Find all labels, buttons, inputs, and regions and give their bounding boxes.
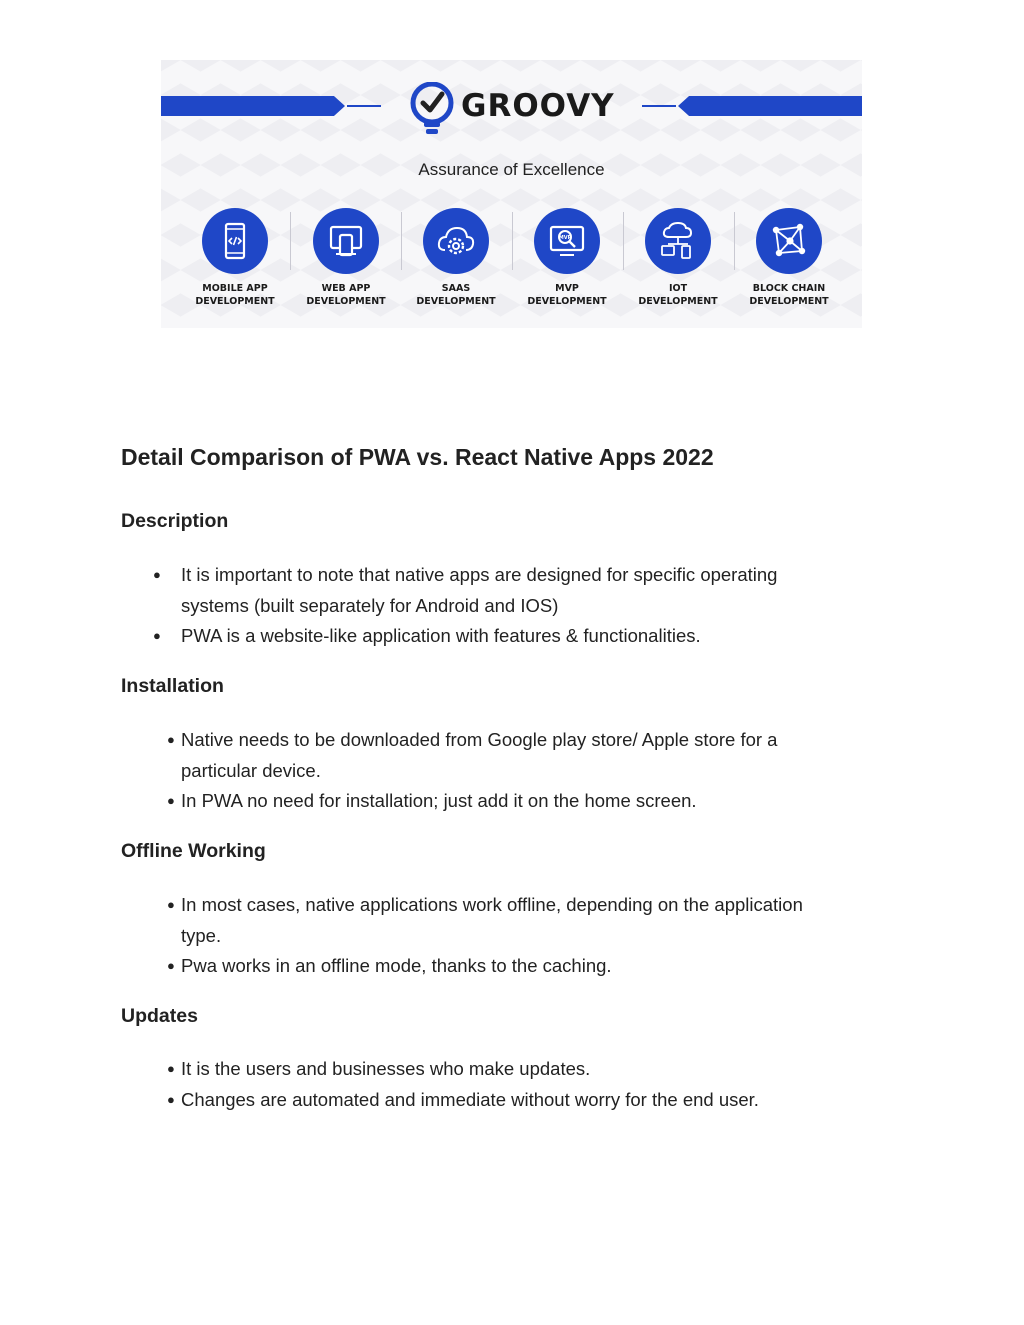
list-item-text: PWA is a website-like application with features & functionalities.	[181, 625, 701, 646]
list-item-text: Native needs to be downloaded from Google play store/ Apple store for a particular device.	[181, 729, 778, 781]
cloud-gear-icon	[435, 220, 477, 262]
network-nodes-icon	[768, 220, 810, 262]
tagline: Assurance of Excellence	[418, 160, 605, 179]
brand-name: GROOVY	[461, 88, 615, 124]
mvp-monitor-icon	[546, 220, 588, 262]
list-item	[121, 1054, 821, 1085]
bullet-icon: ●	[153, 628, 161, 643]
section-heading-installation: Installation	[121, 675, 224, 697]
left-accent-bar	[161, 96, 345, 116]
bullet-icon: ●	[167, 958, 175, 973]
bullet-icon: ●	[167, 897, 175, 912]
service-label-line2: DEVELOPMENT	[527, 296, 607, 307]
page-title: Detail Comparison of PWA vs. React Native Apps 2022	[121, 444, 714, 470]
lightbulb-check-icon	[409, 82, 455, 138]
service-label-line1: MOBILE APP	[202, 283, 268, 294]
service-label-line1: SAAS	[441, 283, 471, 294]
service-label-line2: DEVELOPMENT	[638, 296, 718, 307]
service-label-line2: DEVELOPMENT	[416, 296, 496, 307]
services-row	[180, 208, 844, 318]
left-accent-line	[347, 105, 381, 107]
description-list	[121, 560, 821, 652]
section-heading-description: Description	[121, 510, 229, 532]
bullet-icon: ●	[153, 567, 161, 582]
installation-list	[121, 725, 821, 817]
right-accent-line	[642, 105, 676, 107]
list-item	[121, 560, 821, 621]
updates-list	[121, 1054, 821, 1115]
service-saas	[401, 208, 511, 308]
bullet-icon: ●	[167, 732, 175, 747]
service-block-chain	[734, 208, 844, 308]
service-iot	[623, 208, 733, 308]
service-mvp	[512, 208, 622, 308]
svg-text:MVP: MVP	[558, 235, 572, 241]
section-heading-updates: Updates	[121, 1005, 198, 1027]
list-item-text: It is important to note that native apps are designed for specific operating systems (built separately for Android and IOS)	[181, 564, 778, 616]
service-mobile-app	[180, 208, 290, 308]
list-item	[121, 725, 821, 786]
service-label-line1: MVP	[555, 283, 579, 294]
cloud-devices-icon	[657, 220, 699, 262]
devices-icon	[326, 221, 366, 261]
list-item	[121, 786, 821, 817]
list-item	[121, 890, 821, 951]
bullet-icon: ●	[167, 1061, 175, 1076]
service-web-app	[291, 208, 401, 308]
mobile-code-icon	[215, 221, 255, 261]
right-accent-bar	[678, 96, 862, 116]
list-item-text: In most cases, native applications work offline, depending on the application type.	[181, 894, 803, 946]
bullet-icon: ●	[167, 1091, 175, 1107]
banner-image	[161, 60, 862, 328]
service-label-line2: DEVELOPMENT	[306, 296, 386, 307]
service-label-line2: DEVELOPMENT	[749, 296, 829, 307]
list-item-text: Pwa works in an offline mode, thanks to the caching.	[181, 955, 612, 976]
list-item	[121, 621, 821, 652]
service-label-line2: DEVELOPMENT	[195, 296, 275, 307]
section-heading-offline-working: Offline Working	[121, 840, 266, 862]
groovy-logo	[409, 80, 629, 140]
service-label-line1: WEB APP	[321, 283, 371, 294]
service-label-line1: BLOCK CHAIN	[752, 283, 826, 294]
list-item-text: Changes are automated and immediate without worry for the end user.	[181, 1088, 759, 1110]
list-item-text: It is the users and businesses who make updates.	[181, 1058, 591, 1079]
list-item	[121, 951, 821, 982]
offline-working-list	[121, 890, 821, 982]
list-item	[121, 1085, 821, 1116]
list-item-text: In PWA no need for installation; just add it on the home screen.	[181, 790, 697, 811]
bullet-icon: ●	[167, 793, 175, 808]
service-label-line1: IOT	[668, 283, 688, 294]
